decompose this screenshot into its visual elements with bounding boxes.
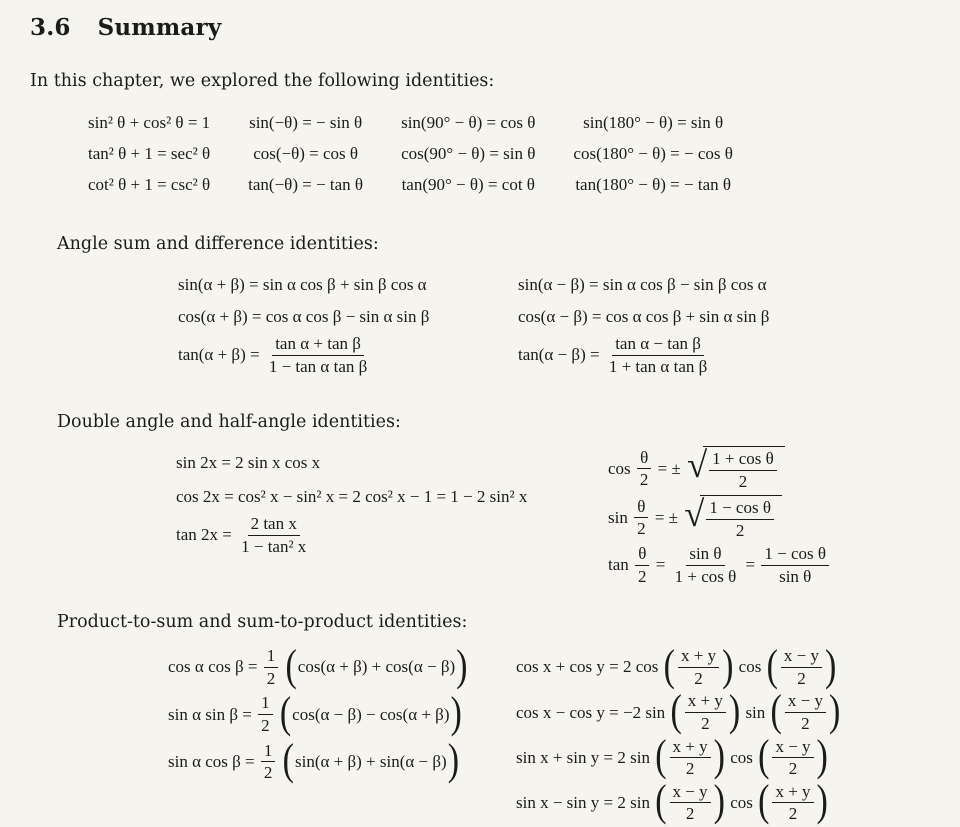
equation: sin(α + β) = sin α cos β + sin β cos α: [178, 275, 427, 294]
identity-line: tan(−θ) = − tan θ: [248, 175, 364, 194]
product-to-sum-column: [168, 642, 516, 826]
identity-line: sin(180° − θ) = sin θ: [583, 113, 724, 132]
cofunction-identities-column: [401, 107, 535, 200]
identity-line: sin² θ + cos² θ = 1: [88, 113, 211, 132]
double-angle-column: [176, 446, 608, 590]
equation: sin α cos β = $\frac{1}{2}$ ( sin(α + β) + sin(α − β) ): [168, 736, 460, 785]
equation: cos(α − β) = cos α cos β + sin α sin β: [518, 307, 770, 326]
equation: cos(α + β) = cos α cos β − sin α sin β: [178, 307, 430, 326]
identity-line: tan(180° − θ) = − tan θ: [575, 175, 732, 194]
equation: sin 2x = 2 sin x cos x: [176, 452, 321, 472]
sum-to-product-column: [516, 642, 841, 826]
pythagorean-identities-column: [88, 107, 210, 200]
double-half-block: [30, 446, 932, 590]
page-title: [30, 14, 932, 41]
equation: sin x − sin y = 2 sin ( $\frac{x - y}{2}$ ) cos ( $\frac{x + y}{2}$ ): [516, 777, 828, 826]
angle-sum-column: [178, 270, 518, 378]
identity-line: sin(−θ) = − sin θ: [249, 113, 363, 132]
identity-line: cos(−θ) = cos θ: [253, 144, 359, 163]
equation: sin x + sin y = 2 sin ( $\frac{x + y}{2}$ ) cos ( $\frac{x - y}{2}$ ): [516, 732, 828, 781]
equation: cos x − cos y = −2 sin ( $\frac{x + y}{2}$ ) sin ( $\frac{x - y}{2}$ ): [516, 687, 841, 736]
section-title-text: Summary: [97, 14, 222, 41]
equation: cos x + cos y = 2 cos ( $\frac{x + y}{2}$ ) cos ( $\frac{x - y}{2}$ ): [516, 642, 837, 691]
double-half-heading: Double angle and half-angle identities:: [57, 412, 401, 433]
half-angle-column: [608, 446, 831, 590]
section-number: 3.6: [30, 14, 71, 41]
angle-sum-block: [30, 270, 932, 378]
identity-line: tan² θ + 1 = sec² θ: [88, 144, 211, 163]
equation: sin $\frac{\theta}{2}$ = ± √ $\frac{\text{1 − cos θ}}{2}$: [608, 495, 831, 540]
identity-line: cos(180° − θ) = − cos θ: [573, 144, 733, 163]
equation: tan(α − β) = $\frac{\text{tan α − tan β}}{\text{1 + tan α tan β}}$: [518, 334, 708, 376]
supplementary-angle-identities-column: [573, 107, 733, 200]
equation: sin α sin β = $\frac{1}{2}$ ( cos(α − β) − cos(α + β) ): [168, 689, 462, 738]
equation: cos $\frac{\theta}{2}$ = ± √ $\frac{\text{1 + cos θ}}{2}$: [608, 446, 831, 491]
identity-line: sin(90° − θ) = cos θ: [401, 113, 536, 132]
identity-line: cos(90° − θ) = sin θ: [401, 144, 536, 163]
equation: tan $\frac{\theta}{2}$ = $\frac{\text{sin θ}}{\text{1 + cos θ}}$ = $\frac{\text{1 − cos θ}}{\text{sin θ}}$: [608, 544, 831, 586]
intro-paragraph: In this chapter, we explored the following identities:: [30, 71, 495, 91]
identity-line: tan(90° − θ) = cot θ: [401, 175, 535, 194]
radical-sign: √: [687, 444, 708, 486]
angle-sum-heading: Angle sum and difference identities:: [57, 234, 379, 254]
equation: tan 2x = $\frac{\text{2 tan x}}{\text{1 − tan² x}}$: [176, 514, 307, 556]
basic-identities-block: [30, 107, 932, 200]
equation: sin(α − β) = sin α cos β − sin β cos α: [518, 275, 767, 294]
product-sum-block: [30, 642, 932, 826]
equation: cos 2x = cos² x − sin² x = 2 cos² x − 1 = 1 − 2 sin² x: [176, 486, 528, 506]
equation: tan(α + β) = $\frac{\text{tan α + tan β}}{\text{1 − tan α tan β}}$: [178, 334, 368, 376]
identity-line: cot² θ + 1 = csc² θ: [88, 175, 211, 194]
product-sum-heading: Product-to-sum and sum-to-product identities:: [57, 612, 468, 633]
negative-angle-identities-column: [248, 107, 363, 200]
equation: cos α cos β = $\frac{1}{2}$ ( cos(α + β) + cos(α − β) ): [168, 642, 468, 691]
angle-difference-column: [518, 270, 769, 378]
radical-sign: √: [684, 493, 705, 535]
